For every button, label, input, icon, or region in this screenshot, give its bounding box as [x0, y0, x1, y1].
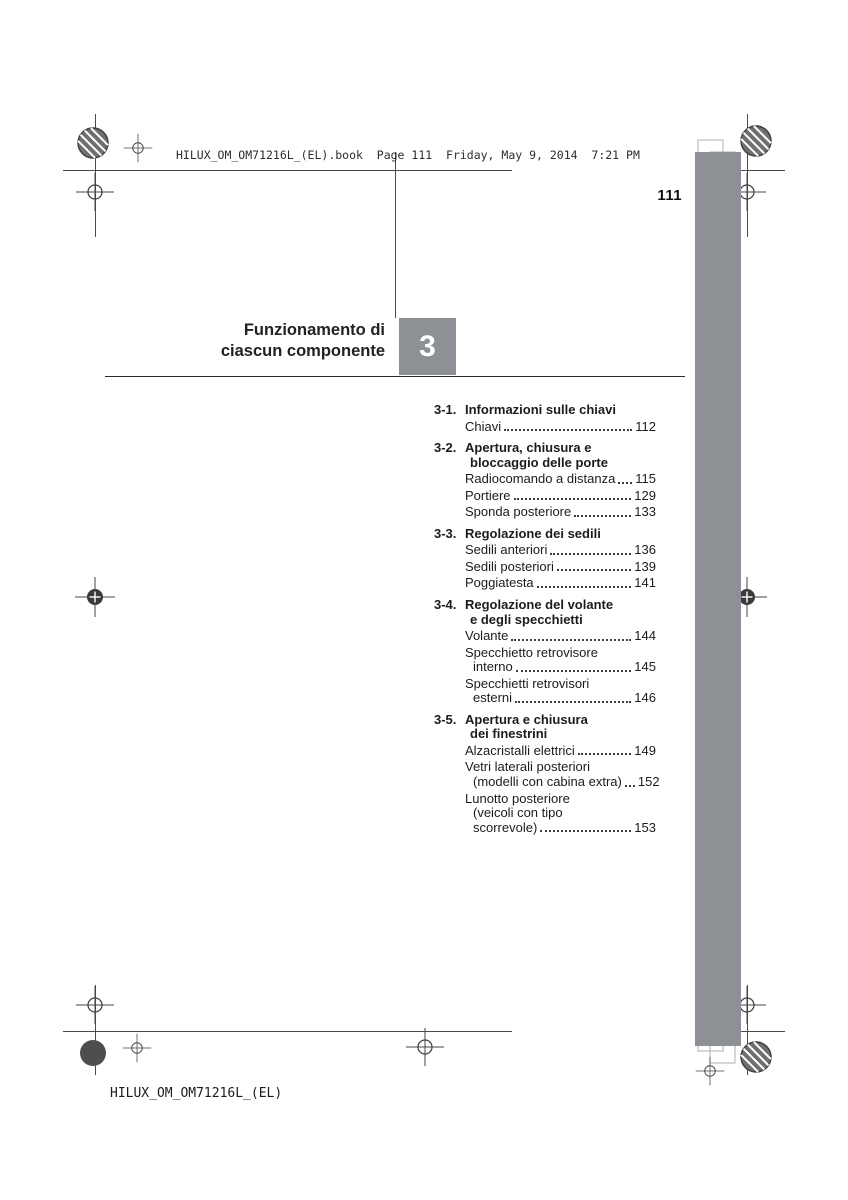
crosshair-icon-bottom-center	[406, 1028, 444, 1066]
toc-section-heading	[434, 527, 656, 542]
dot-leader	[511, 639, 631, 641]
toc-page-ref: 153	[634, 819, 656, 835]
dot-leader	[540, 830, 631, 832]
toc-entry	[465, 744, 656, 759]
page-number: 111	[657, 187, 682, 204]
chapter-title	[221, 320, 385, 361]
toc-section-number: 3-2.	[434, 440, 457, 456]
toc-entry	[465, 489, 656, 504]
toc-entry	[465, 629, 656, 644]
dot-leader	[574, 515, 631, 517]
toc-entry-label: Chiavi	[465, 418, 502, 434]
document-header: HILUX_OM_OM71216L_(EL).book Page 111 Friday, May 9, 2014 7:21 PM	[176, 148, 640, 162]
toc-page-ref: 129	[634, 487, 656, 503]
toc-entry-label: Sponda posteriore	[465, 504, 572, 520]
toc-entry-label: (modelli con cabina extra)	[473, 774, 622, 790]
toc-entry	[465, 576, 656, 591]
crosshair-icon-bottom-right-small	[696, 1057, 725, 1086]
dot-leader	[515, 701, 631, 703]
toc-entry-label-line: Vetri laterali posteriori	[465, 759, 590, 775]
toc-entry	[465, 472, 656, 487]
toc-entry-label: Alzacristalli elettrici	[465, 742, 575, 758]
toc-section-heading	[434, 441, 656, 470]
toc-entry	[465, 677, 656, 706]
dot-leader	[514, 498, 632, 500]
toc-page-ref: 146	[634, 690, 656, 706]
toc-entry-label: Radiocomando a distanza	[465, 471, 616, 487]
toc-section-title: Apertura e chiusura dei finestrini	[465, 711, 588, 742]
toc-page-ref: 139	[634, 558, 656, 574]
toc-entry-label-line: Lunotto posteriore	[465, 790, 570, 806]
crosshair-icon-bottom-left-small	[123, 1034, 152, 1063]
toc-section-title: Regolazione del volante e degli specchietti	[465, 597, 614, 627]
toc-page-ref: 136	[634, 542, 656, 558]
chapter-title-line-1: Funzionamento di	[243, 321, 385, 339]
toc-section-heading	[434, 598, 656, 627]
toc	[434, 402, 660, 837]
toc-section-title: Informazioni sulle chiavi	[465, 402, 616, 417]
dot-cross-icon-middle-left	[75, 577, 115, 617]
toc-section-title: Regolazione dei sedili	[465, 525, 601, 541]
solid-dot-icon-bottom-left	[80, 1040, 106, 1066]
toc-entry-label: Poggiatesta	[465, 575, 534, 591]
striped-circle-icon-top-left	[78, 128, 108, 158]
dot-leader	[557, 569, 631, 571]
toc-section-number: 3-1.	[434, 402, 457, 417]
heading-rule	[105, 376, 685, 377]
toc-section-number: 3-3.	[434, 525, 457, 541]
dot-leader	[550, 553, 631, 555]
toc-section-title: Apertura, chiusura e bloccaggio delle porte	[465, 440, 608, 470]
dot-leader	[537, 586, 632, 588]
toc-entry-label: Volante	[465, 628, 509, 644]
chapter-tab-bar	[695, 152, 741, 1046]
toc-entry	[465, 646, 656, 675]
document-footer: HILUX_OM_OM71216L_(EL)	[110, 1086, 283, 1101]
toc-section-heading	[434, 713, 656, 742]
dot-leader	[516, 670, 632, 672]
toc-page-ref: 133	[634, 504, 656, 520]
toc-entry-label: interno	[473, 659, 513, 675]
toc-entry-label: Sedili anteriori	[465, 542, 548, 558]
striped-circle-icon-bottom-right	[741, 1042, 771, 1072]
toc-entry-label: scorrevole)	[473, 819, 538, 835]
toc-page-ref: 115	[635, 471, 656, 487]
toc-entry-label-line: (veicoli con tipo	[473, 805, 563, 821]
toc-entry	[465, 759, 660, 790]
toc-page-ref: 149	[634, 742, 656, 758]
toc-section-heading	[434, 403, 656, 418]
crosshair-icon-top-left-small	[124, 134, 153, 163]
toc-entry	[465, 420, 656, 435]
chapter-title-line-2: ciascun componente	[220, 341, 385, 360]
toc-entry	[465, 792, 656, 836]
toc-page-ref: 141	[634, 575, 656, 591]
toc-section-number: 3-4.	[434, 597, 457, 613]
toc-entry	[465, 505, 656, 520]
toc-page-ref: 145	[634, 659, 656, 675]
toc-entry-label: Portiere	[465, 487, 511, 503]
toc-page-ref: 112	[635, 418, 656, 434]
toc-section-number: 3-5.	[434, 711, 457, 727]
toc-entry	[465, 560, 656, 575]
toc-page-ref: 144	[634, 628, 656, 644]
dot-leader	[618, 482, 632, 484]
toc-entry-label-line: Specchietti retrovisori	[465, 675, 590, 691]
toc-entry-label: esterni	[473, 690, 513, 706]
dot-leader	[578, 753, 631, 755]
crosshair-icon-top-left	[76, 173, 114, 211]
striped-circle-icon-top-right	[741, 126, 771, 156]
crosshair-icon-bottom-left	[76, 986, 114, 1024]
toc-entry	[465, 543, 656, 558]
dot-leader	[625, 785, 635, 787]
chapter-number-box: 3	[399, 318, 456, 375]
toc-page-ref: 152	[637, 774, 660, 790]
toc-entry-label-line: Specchietto retrovisore	[465, 644, 598, 660]
dot-leader	[504, 429, 632, 431]
toc-entry-label: Sedili posteriori	[465, 558, 554, 574]
